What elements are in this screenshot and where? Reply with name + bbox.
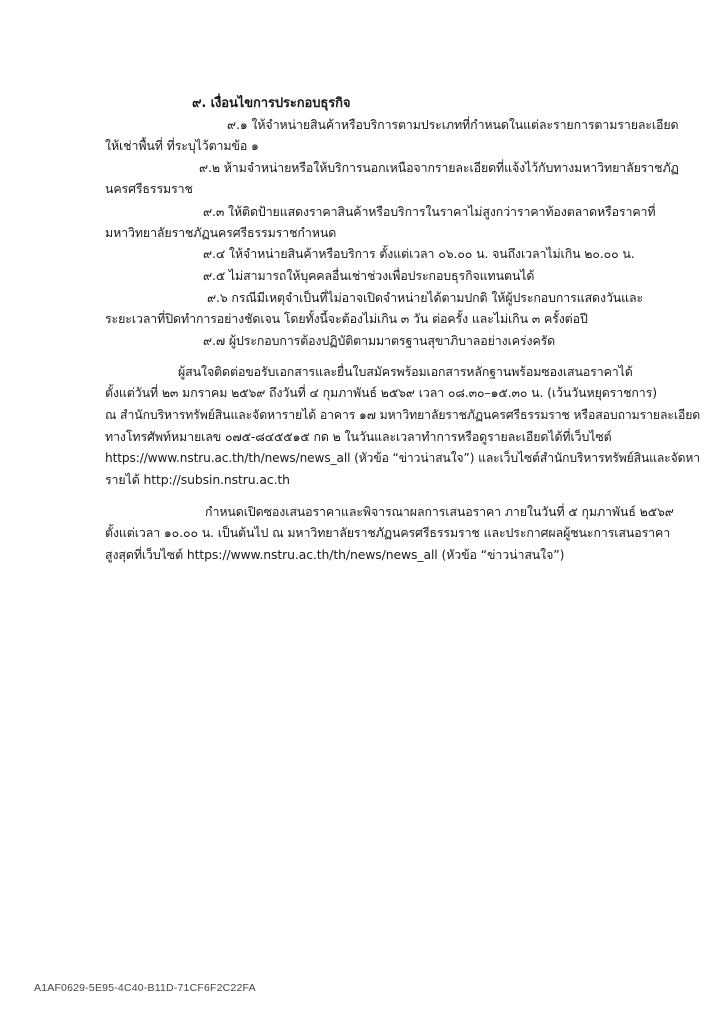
clause-9-2-line-2: นครศรีธรรมราช xyxy=(105,181,193,196)
clause-9-7: ๙.๗ ผู้ประกอบการต้องปฏิบัติตามมาตรฐานสุขาภิบาลอย่างเคร่งครัด xyxy=(203,333,556,348)
apply-paragraph-line-5: https://www.nstru.ac.th/th/news/news_all (หัวข้อ “ข่าวน่าสนใจ”) และเว็บไซต์สำนักบริหารทรัพย์สินและจัดหา xyxy=(105,450,701,465)
apply-paragraph-line-4: ทางโทรศัพท์หมายเลข ๐๗๕-๘๔๕๕๑๕ กด ๒ ในวันและเวลาทำการหรือดูรายละเอียดได้ที่เว็บไซต์ xyxy=(105,429,612,444)
apply-paragraph-line-6: รายได้ http://subsin.nstru.ac.th xyxy=(105,472,290,487)
clause-9-1-line-2: ให้เช่าพื้นที่ ที่ระบุไว้ตามข้อ ๑ xyxy=(105,138,259,153)
clause-9-3-line-2: มหาวิทยาลัยราชภัฏนครศรีธรรมราชกำหนด xyxy=(105,225,337,240)
apply-paragraph-line-3: ณ สำนักบริหารทรัพย์สินและจัดหารายได้ อาคาร ๑๗ มหาวิทยาลัยราชภัฏนครศรีธรรมราช หรือสอบถามรายละเอียด xyxy=(105,407,701,422)
clause-9-5: ๙.๕ ไม่สามารถให้บุคคลอื่นเช่าช่วงเพื่อประกอบธุรกิจแทนตนได้ xyxy=(203,268,535,283)
opening-paragraph-line-2: ตั้งแต่เวลา ๑๐.๐๐ น. เป็นต้นไป ณ มหาวิทยาลัยราชภัฏนครศรีธรรมราช และประกาศผลผู้ชนะการเสนอราคา xyxy=(105,525,671,540)
clause-9-2-line-1: ๙.๒ ห้ามจำหน่ายหรือให้บริการนอกเหนือจากรายละเอียดที่แจ้งไว้กับทางมหาวิทยาลัยราชภัฏ xyxy=(199,160,679,175)
clause-9-4: ๙.๔ ให้จำหน่ายสินค้าหรือบริการ ตั้งแต่เวลา ๐๖.๐๐ น. จนถึงเวลาไม่เกิน ๒๐.๐๐ น. xyxy=(203,246,635,261)
opening-paragraph-line-3: สูงสุดที่เว็บไซต์ https://www.nstru.ac.th/th/news/news_all (หัวข้อ “ข่าวน่าสนใจ”) xyxy=(105,547,565,562)
opening-paragraph-line-1: กำหนดเปิดซองเสนอราคาและพิจารณาผลการเสนอราคา ภายในวันที่ ๕ กุมภาพันธ์ ๒๕๖๙ xyxy=(205,504,674,519)
section-9-heading: ๙. เงื่อนไขการประกอบธุรกิจ xyxy=(192,96,351,111)
apply-paragraph-line-1: ผู้สนใจติดต่อขอรับเอกสารและยื่นใบสมัครพร้อมเอกสารหลักฐานพร้อมซองเสนอราคาได้ xyxy=(178,364,633,379)
document-id-footer: A1AF0629-5E95-4C40-B11D-71CF6F2C22FA xyxy=(34,982,256,994)
apply-paragraph-line-2: ตั้งแต่วันที่ ๒๓ มกราคม ๒๕๖๙ ถึงวันที่ ๔ กุมภาพันธ์ ๒๕๖๙ เวลา ๐๘.๓๐–๑๕.๓๐ น. (เว้นวันหยุดราชการ) xyxy=(105,385,657,400)
clause-9-6-line-1: ๙.๖ กรณีมีเหตุจำเป็นที่ไม่อาจเปิดจำหน่ายได้ตามปกติ ให้ผู้ประกอบการแสดงวันและ xyxy=(207,290,644,305)
clause-9-1-line-1: ๙.๑ ให้จำหน่ายสินค้าหรือบริการตามประเภทที่กำหนดในแต่ละรายการตามรายละเอียด xyxy=(227,117,679,132)
clause-9-3-line-1: ๙.๓ ให้ติดป้ายแสดงราคาสินค้าหรือบริการในราคาไม่สูงกว่าราคาท้องตลาดหรือราคาที่ xyxy=(203,204,656,219)
clause-9-6-line-2: ระยะเวลาที่ปิดทำการอย่างชัดเจน โดยทั้งนี้จะต้องไม่เกิน ๓ วัน ต่อครั้ง และไม่เกิน ๓ ครั้งต่อปี xyxy=(105,311,588,326)
